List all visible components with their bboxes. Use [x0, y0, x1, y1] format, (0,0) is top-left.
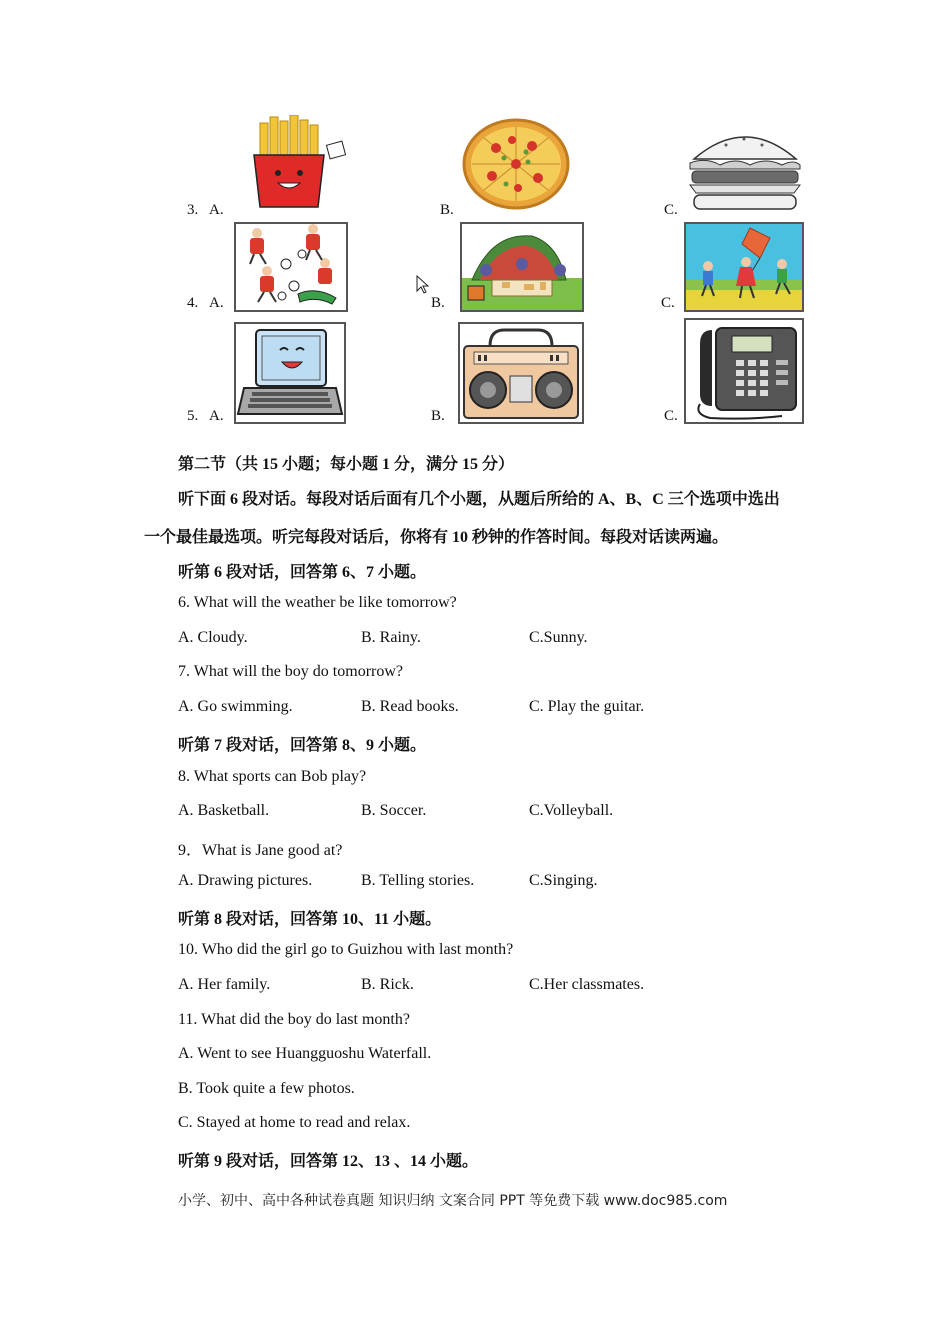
q8-option-b: B. Soccer. — [361, 802, 427, 819]
mouse-cursor-icon — [416, 275, 430, 295]
dialog-9-heading: 听第 9 段对话，回答第 12、13 、14 小题。 — [178, 1153, 479, 1170]
q5-label-b: B. — [431, 408, 445, 424]
kite-flying-icon — [684, 222, 804, 312]
q11-option-c: C. Stayed at home to read and relax. — [178, 1114, 411, 1131]
q11-option-b: B. Took quite a few photos. — [178, 1080, 355, 1097]
burger-icon — [686, 123, 804, 213]
soccer-players-icon — [234, 222, 348, 312]
pizza-icon — [462, 118, 570, 210]
q9-option-c: C.Singing. — [529, 872, 598, 889]
section-heading: 第二节（共 15 小题；每小题 1 分，满分 15 分） — [178, 456, 515, 473]
q5-number: 5. — [187, 408, 199, 424]
q5-label-a: A. — [209, 408, 224, 424]
question-6: 6. What will the weather be like tomorrow? — [178, 594, 457, 611]
dialog-8-heading: 听第 8 段对话，回答第 10、11 小题。 — [178, 911, 442, 928]
q9-option-b: B. Telling stories. — [361, 872, 475, 889]
q3-label-a: A. — [209, 202, 224, 218]
q6-option-b: B. Rainy. — [361, 629, 421, 646]
q6-option-a: A. Cloudy. — [178, 629, 248, 646]
q3-label-c: C. — [664, 202, 678, 218]
dialog-7-heading: 听第 7 段对话，回答第 8、9 小题。 — [178, 737, 427, 754]
q4-number: 4. — [187, 295, 199, 311]
page-footer: 小学、初中、高中各种试卷真题 知识归纳 文案合同 PPT 等免费下载 www.doc985.com — [178, 1193, 728, 1209]
question-9: 9．What is Jane good at? — [178, 842, 343, 859]
q11-option-a: A. Went to see Huangguoshu Waterfall. — [178, 1045, 432, 1062]
q7-option-a: A. Go swimming. — [178, 698, 293, 715]
q5-label-c: C. — [664, 408, 678, 424]
picnic-icon — [460, 222, 584, 312]
q10-option-a: A. Her family. — [178, 976, 271, 993]
q8-option-c: C.Volleyball. — [529, 802, 614, 819]
q7-option-c: C. Play the guitar. — [529, 698, 645, 715]
radio-icon — [458, 322, 584, 424]
question-10: 10. Who did the girl go to Guizhou with last month? — [178, 941, 514, 958]
q3-label-b: B. — [440, 202, 454, 218]
fries-icon — [248, 115, 348, 210]
instruction-line-2: 一个最佳最选项。听完每段对话后，你将有 10 秒钟的作答时间。每段对话读两遍。 — [144, 529, 729, 546]
q7-option-b: B. Read books. — [361, 698, 459, 715]
q10-option-c: C.Her classmates. — [529, 976, 645, 993]
q4-label-c: C. — [661, 295, 675, 311]
telephone-icon — [684, 318, 804, 424]
q4-label-a: A. — [209, 295, 224, 311]
question-7: 7. What will the boy do tomorrow? — [178, 663, 403, 680]
laptop-icon — [234, 322, 346, 424]
question-11: 11. What did the boy do last month? — [178, 1011, 410, 1028]
q6-option-c: C.Sunny. — [529, 629, 588, 646]
instruction-line-1: 听下面 6 段对话。每段对话后面有几个小题，从题后所给的 A、B、C 三个选项中选出 — [178, 491, 780, 508]
q8-option-a: A. Basketball. — [178, 802, 270, 819]
q3-number: 3. — [187, 202, 199, 218]
q10-option-b: B. Rick. — [361, 976, 414, 993]
q4-label-b: B. — [431, 295, 445, 311]
q9-option-a: A. Drawing pictures. — [178, 872, 313, 889]
question-8: 8. What sports can Bob play? — [178, 768, 367, 785]
dialog-6-heading: 听第 6 段对话，回答第 6、7 小题。 — [178, 564, 427, 581]
